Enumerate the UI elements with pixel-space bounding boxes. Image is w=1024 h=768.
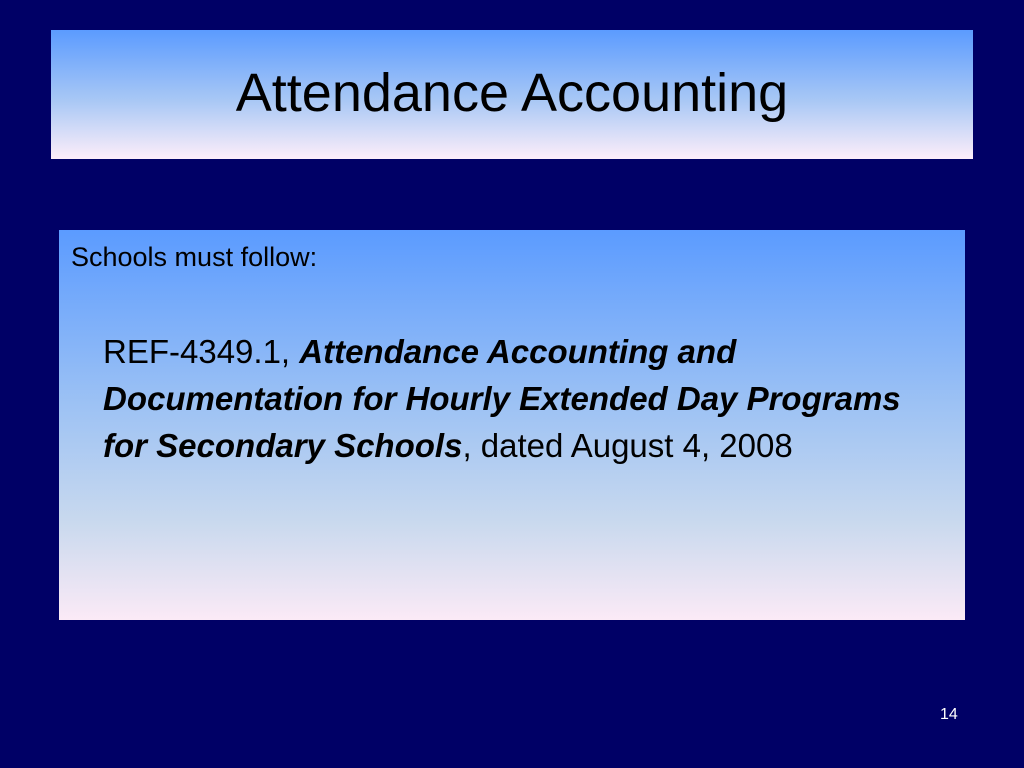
reference-paragraph [103,328,903,469]
page-number: 14 [940,706,958,723]
intro-text: Schools must follow: [71,242,318,272]
reference-code: REF-4349.1, [103,333,300,370]
title-box [51,30,973,159]
content-box [59,230,965,620]
reference-date: , dated August 4, 2008 [462,427,793,464]
reference-title: Attendance Accounting and Documentation for Hourly Extended Day Programs for Secondary Schools [103,333,901,464]
slide-title: Attendance Accounting [235,62,789,123]
